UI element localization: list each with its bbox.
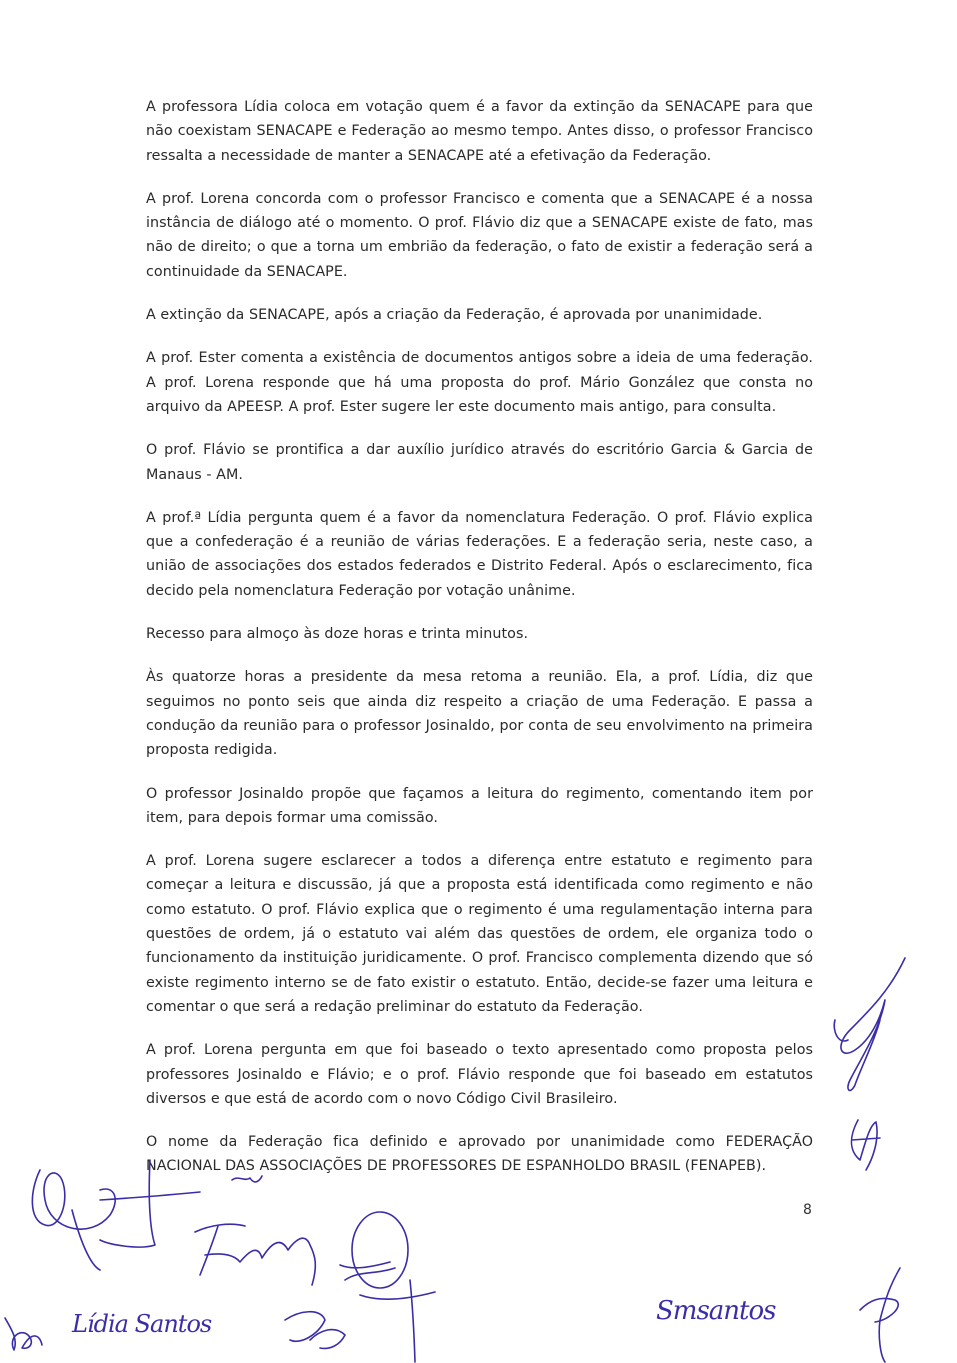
paragraph: A prof.ª Lídia pergunta quem é a favor da nomenclatura Federação. O prof. Flávio explica que a confederação é a reunião de várias federações. E a federação seria, neste caso, a união de associações dos estados federados e Distrito Federal. Após o esclarecimento, fica decido pela nomenclatura Federação por votação unânime.	[146, 509, 813, 599]
handwritten-signature: Lídia Santos	[72, 1310, 212, 1338]
signature-initials-left	[5, 1318, 42, 1350]
paragraph: A prof. Ester comenta a existência de documentos antigos sobre a ideia de uma federação. A prof. Lorena responde que há uma proposta do prof. Mário González que consta no arquivo da APEESP. A prof. Ester sugere ler este documento mais antigo, para consulta.	[146, 350, 813, 415]
paragraph: Recesso para almoço às doze horas e trinta minutos.	[146, 626, 529, 643]
signature-margin-1	[841, 958, 905, 1090]
signature-bottom-right	[860, 1268, 900, 1362]
page-number: 8	[803, 1202, 812, 1218]
handwritten-signature: Smsantos	[656, 1296, 776, 1326]
signature-small	[285, 1312, 345, 1349]
signature-margin-1b	[834, 1020, 848, 1041]
signature-oval	[352, 1212, 408, 1288]
paragraph: A extinção da SENACAPE, após a criação da Federação, é aprovada por unanimidade.	[146, 307, 763, 324]
signature-margin-2	[852, 1120, 881, 1170]
paragraph: Às quatorze horas a presidente da mesa retoma a reunião. Ela, a prof. Lídia, diz que seguimos no ponto seis que ainda diz respeito a criação de uma Federação. E passa a condução da reunião para o professor Josinaldo, por conta de seu envolvimento na primeira proposta redigida.	[146, 669, 813, 759]
paragraph: O professor Josinaldo propõe que façamos a leitura do regimento, comentando item por item, para depois formar uma comissão.	[146, 785, 813, 826]
signature-middle-1	[195, 1224, 315, 1285]
paragraph: A prof. Lorena sugere esclarecer a todos a diferença entre estatuto e regimento para começar a leitura e discussão, já que a proposta está identificada como regimento e não como estatuto. O prof. Flávio explica que o regimento é uma regulamentação interna para questões de ordem, já o estatuto vai além das questões de ordem, ele organiza todo o funcionamento da instituição juridicamente. O prof. Francisco complementa dizendo que só existe regimento interno se de fato existir o estatuto. Então, decide-se fazer uma leitura e comentar o que será a redação preliminar do estatuto da Federação.	[146, 853, 813, 1015]
paragraph: A prof. Lorena concorda com o professor Francisco e comenta que a SENACAPE é a nossa instância de diálogo até o momento. O prof. Flávio diz que a SENACAPE existe de fato, mas não de direito; o que a torna um embrião da federação, o fato de existir a federação será a continuidade da SENACAPE.	[146, 190, 813, 280]
signature-oval-line	[340, 1262, 435, 1362]
paragraph: O prof. Flávio se prontifica a dar auxílio jurídico através do escritório Garcia & Garcia de Manaus - AM.	[146, 442, 813, 483]
signature-bottom-left-1	[32, 1160, 155, 1270]
body-text	[146, 95, 813, 1198]
paragraph: A professora Lídia coloca em votação quem é a favor da extinção da SENACAPE para que não coexistam SENACAPE e Federação ao mesmo tempo. Antes disso, o professor Francisco ressalta a necessidade de manter a SENACAPE até a efetivação da Federação.	[146, 99, 813, 164]
paragraph: O nome da Federação fica definido e aprovado por unanimidade como FEDERAÇÃO NACIONAL DAS ASSOCIAÇÕES DE PROFESSORES DE ESPANHOLDO BRASIL (FENAPEB).	[146, 1134, 813, 1175]
paragraph: A prof. Lorena pergunta em que foi baseado o texto apresentado como proposta pelos professores Josinaldo e Flávio; e o prof. Flávio responde que foi baseado em estatutos diversos e que está de acordo com o novo Código Civil Brasileiro.	[146, 1042, 813, 1107]
